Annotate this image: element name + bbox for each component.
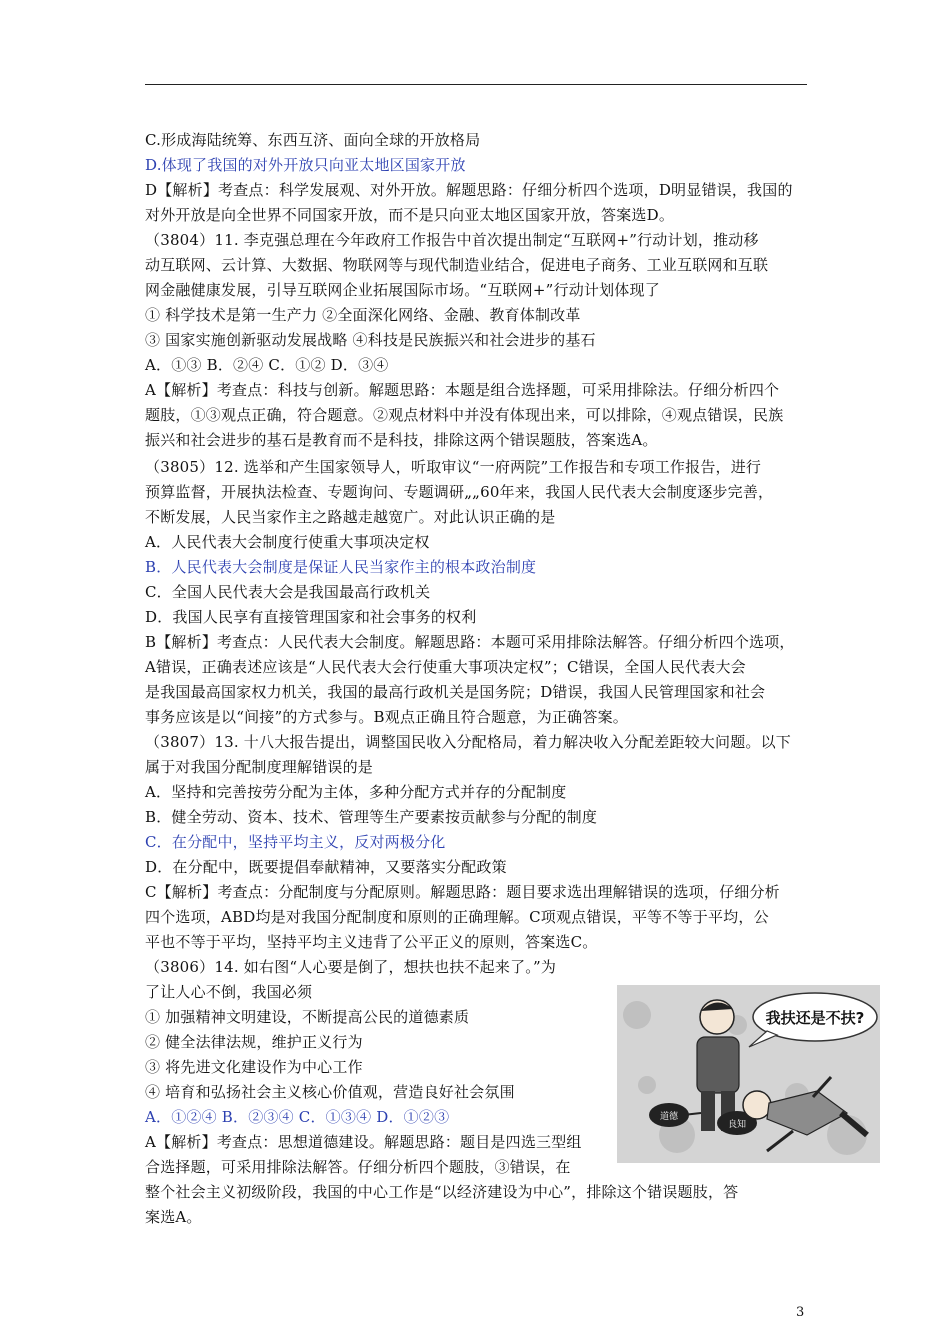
text-line: A【解析】考查点：思想道德建设。解题思路：题目是四选三型组 [145,1133,582,1151]
text-line: 整个社会主义初级阶段，我国的中心工作是“以经济建设为中心”，排除这个错误题肢，答 [145,1183,739,1201]
text-line: ③ 国家实施创新驱动发展战略 ④科技是民族振兴和社会进步的基石 [145,331,596,349]
text-line: 案选A。 [145,1208,202,1226]
text-line: 了让人心不倒，我国必须 [145,983,313,1001]
text-line: 是我国最高国家权力机关，我国的最高行政机关是国务院；D错误，我国人民管理国家和社会 [145,683,766,701]
text-line: A．坚持和完善按劳分配为主体，多种分配方式并存的分配制度 [145,783,567,801]
text-line: D．我国人民享有直接管理国家和社会事务的权利 [145,608,477,626]
text-line: C．在分配中，坚持平均主义，反对两极分化 [145,833,446,851]
text-line: A．人民代表大会制度行使重大事项决定权 [145,533,430,551]
page-number: 3 [796,1305,805,1320]
text-line: B．健全劳动、资本、技术、管理等生产要素按贡献参与分配的制度 [145,808,598,826]
text-line: C【解析】考查点：分配制度与分配原则。解题思路：题目要求选出理解错误的选项，仔细分析 [145,883,780,901]
text-line: A．①③ B．②④ C．①② D．③④ [145,356,389,374]
text-line: 不断发展，人民当家作主之路越走越宽广。对此认识正确的是 [145,508,556,526]
stone-label-left: 道德 [659,1112,679,1122]
text-line: 平也不等于平均，坚持平均主义违背了公平正义的原则，答案选C。 [145,933,598,951]
text-line: 网金融健康发展，引导互联网企业拓展国际市场。“互联网+”行动计划体现了 [145,281,660,299]
text-line: B【解析】考查点：人民代表大会制度。解题思路：本题可采用排除法解答。仔细分析四个选项， [145,633,795,651]
speech-bubble-text: 我扶还是不扶? [765,1009,865,1027]
text-line: ④ 培育和弘扬社会主义核心价值观，营造良好社会氛围 [145,1083,515,1101]
header-rule [145,84,807,85]
stone-label-right: 良知 [727,1120,747,1130]
text-line: B．人民代表大会制度是保证人民当家作主的根本政治制度 [145,558,537,576]
text-line: 预算监督，开展执法检查、专题询问、专题调研„„60年来，我国人民代表大会制度逐步完善， [145,483,774,501]
text-line: 对外开放是向全世界不同国家开放，而不是只向亚太地区国家开放，答案选D。 [145,206,675,224]
text-line: ① 科学技术是第一生产力 ②全面深化网络、金融、教育体制改革 [145,306,581,324]
text-line: ① 加强精神文明建设，不断提高公民的道德素质 [145,1008,470,1026]
cartoon-svg [617,985,880,1163]
text-line: 四个选项，ABD均是对我国分配制度和原则的正确理解。C项观点错误，平等不等于平均，公 [145,908,769,926]
text-line: （3807）13. 十八大报告提出，调整国民收入分配格局，着力解决收入分配差距较大问题。以下 [145,733,792,751]
text-line: （3804）11. 李克强总理在今年政府工作报告中首次提出制定“互联网+”行动计划，推动移 [145,231,759,249]
text-line: A错误，正确表述应该是“人民代表大会行使重大事项决定权”；C错误，全国人民代表大会 [145,658,746,676]
text-line: D【解析】考查点：科学发展观、对外开放。解题思路：仔细分析四个选项，D明显错误，我国的 [145,181,793,199]
text-line: C.形成海陆统筹、东西互济、面向全球的开放格局 [145,131,481,149]
text-line: C．全国人民代表大会是我国最高行政机关 [145,583,431,601]
text-line: 合选择题，可采用排除法解答。仔细分析四个题肢，③错误，在 [145,1158,571,1176]
text-line: 题肢，①③观点正确，符合题意。②观点材料中并没有体现出来，可以排除，④观点错误，民族 [145,406,784,424]
text-line: 动互联网、云计算、大数据、物联网等与现代制造业结合，促进电子商务、工业互联网和互联 [145,256,769,274]
text-line: D.体现了我国的对外开放只向亚太地区国家开放 [145,156,466,174]
text-line: A【解析】考查点：科技与创新。解题思路：本题是组合选择题，可采用排除法。仔细分析四个 [145,381,780,399]
text-line: 属于对我国分配制度理解错误的是 [145,758,374,776]
text-line: ② 健全法律法规，维护正义行为 [145,1033,363,1051]
text-line: D．在分配中，既要提倡奉献精神，又要落实分配政策 [145,858,507,876]
text-line: 振兴和社会进步的基石是教育而不是科技，排除这两个错误题肢，答案选A。 [145,431,658,449]
text-line: （3805）12. 选举和产生国家领导人，听取审议“一府两院”工作报告和专项工作报告，进行 [145,458,762,476]
text-line: （3806）14. 如右图“人心要是倒了，想扶也扶不起来了。”为 [145,958,557,976]
text-line: A．①②④ B．②③④ C．①③④ D．①②③ [145,1108,450,1126]
text-line: ③ 将先进文化建设作为中心工作 [145,1058,363,1076]
cartoon-illustration [617,985,880,1163]
text-line: 事务应该是以“间接”的方式参与。B观点正确且符合题意，为正确答案。 [145,708,628,726]
